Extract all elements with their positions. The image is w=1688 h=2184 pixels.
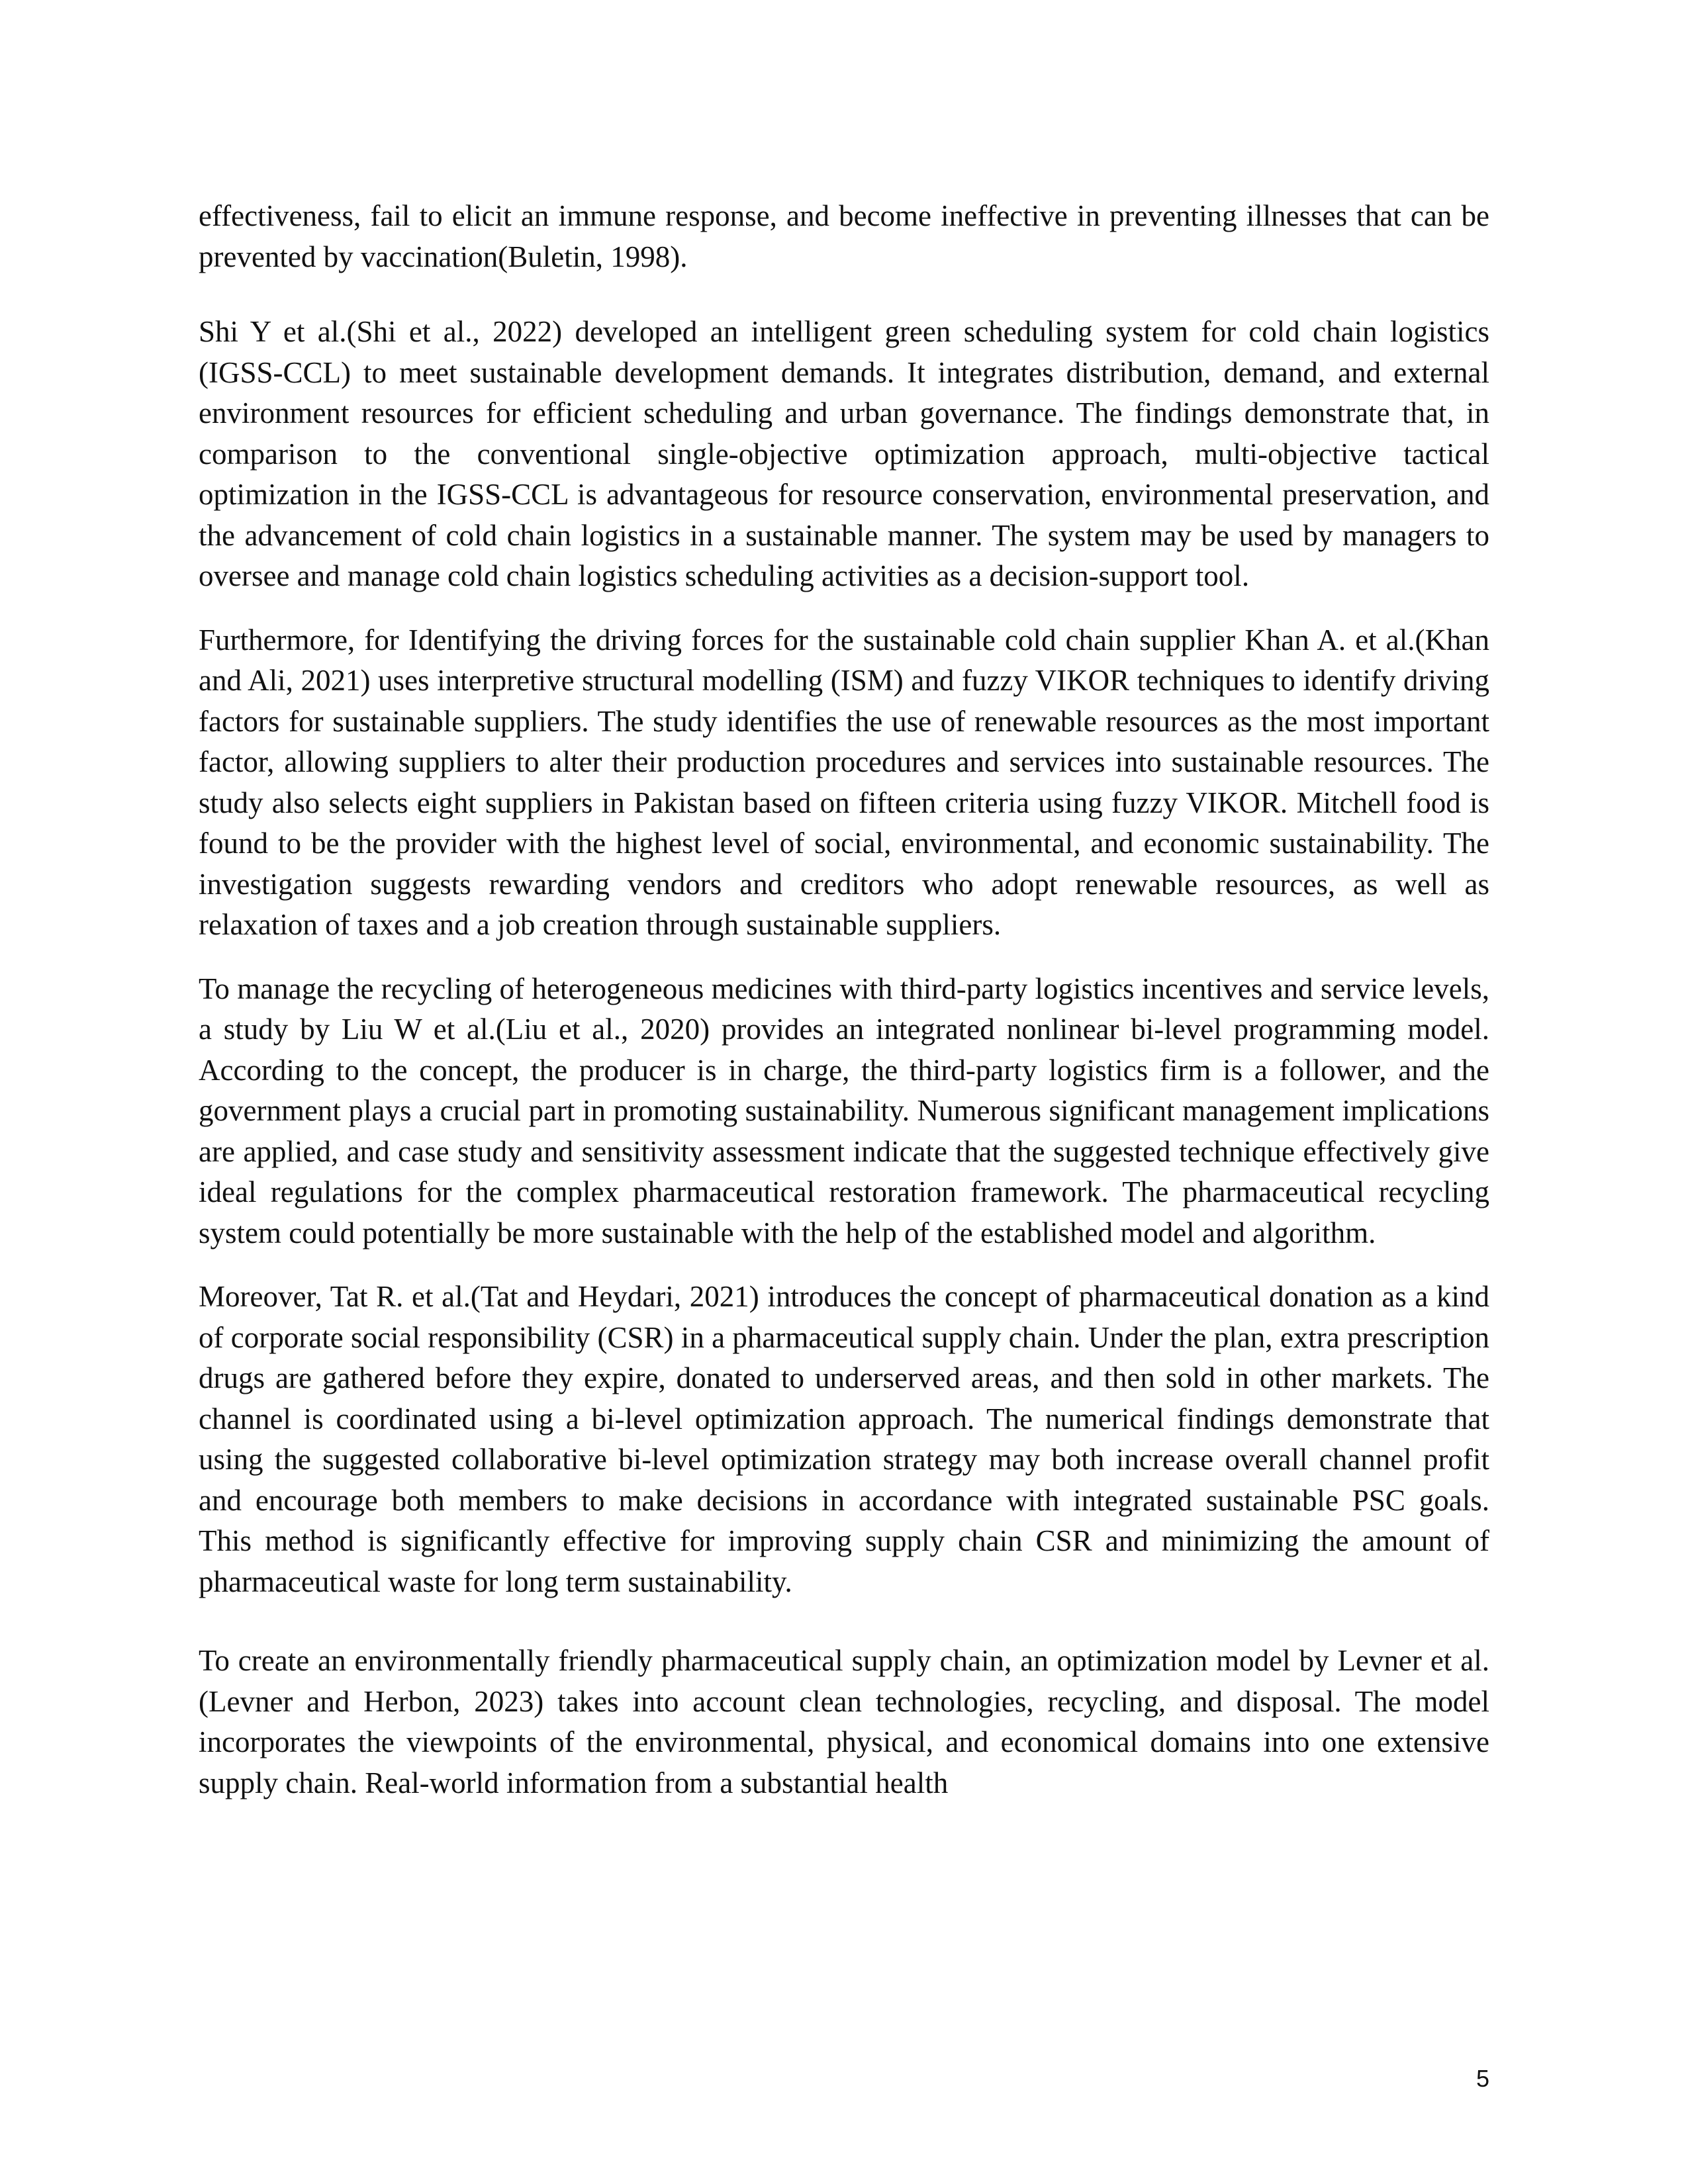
paragraph-levner-green-supply-chain: To create an environmentally friendly pharmaceutical supply chain, an optimization model by Levner et al.(Levner and Herbon, 2023) takes into account clean technologies, recycling, and disposal. The model incorporates the viewpoints of the environmental, physical, and economical domains into one extensive supply chain. Real-world information from a substantial health [199, 1644, 1489, 1799]
paragraph-tat-before-break: Moreover, Tat R. et al.(Tat and Heydari, 2021) introduces the concept of pharmaceutical donation as a kind of corporate social responsibility (CSR) in a pharmaceutical supply chain. Under the plan, extra prescription drugs are gathered before they expire, donated to underserved areas, and then sold in other markets. The channel is coordinated using a bi-level optimization approach. The numerical findings demonstrate that using the suggested collaborative bi-level optimization strategy may both increase overall channel profit and encourage both members to make decisions in accordance with integrated sustainable PSC goals. [199, 1280, 1489, 1517]
paragraph-tat-after-break: This method is significantly effective for improving supply chain CSR and minimizing the amount of pharmaceutical waste for long term sustainability. [199, 1524, 1489, 1598]
paragraph-khan-sustainable-suppliers: Furthermore, for Identifying the driving forces for the sustainable cold chain supplier Khan A. et al.(Khan and Ali, 2021) uses interpretive structural modelling (ISM) and fuzzy VIKOR techniques to identify driving factors for sustainable suppliers. The study identifies the use of renewable resources as the most important factor, allowing suppliers to alter their production procedures and services into sustainable resources. The study also selects eight suppliers in Pakistan based on fifteen criteria using fuzzy VIKOR. Mitchell food is found to be the provider with the highest level of social, environmental, and economic sustainability. The investigation suggests rewarding vendors and creditors who adopt renewable resources, as well as relaxation of taxes and a job creation through sustainable suppliers. [199, 623, 1489, 941]
page-number: 5 [1476, 2065, 1489, 2092]
body-text [199, 196, 1489, 1803]
paragraph-vaccination-continued: effectiveness, fail to elicit an immune response, and become ineffective in preventing illnesses that can be prevented by vaccination(Buletin, 1998). [199, 199, 1489, 273]
paragraph-shi-igss-ccl: Shi Y et al.(Shi et al., 2022) developed an intelligent green scheduling system for cold chain logistics (IGSS-CCL) to meet sustainable development demands. It integrates distribution, demand, and external environment resources for efficient scheduling and urban governance. The findings demonstrate that, in comparison to the conventional single-objective optimization approach, multi-objective tactical optimization in the IGSS-CCL is advantageous for resource conservation, environmental preservation, and the advancement of cold chain logistics in a sustainable manner. The system may be used by managers to oversee and manage cold chain logistics scheduling activities as a decision-support tool. [199, 315, 1489, 592]
paragraph-tat-pharmaceutical-donation [199, 1277, 1489, 1602]
paragraph-liu-pharmaceutical-recycling: To manage the recycling of heterogeneous medicines with third-party logistics incentives and service levels, a study by Liu W et al.(Liu et al., 2020) provides an integrated nonlinear bi-level programming model. According to the concept, the producer is in charge, the third-party logistics firm is a follower, and the government plays a crucial part in promoting sustainability. Numerous significant management implications are applied, and case study and sensitivity assessment indicate that the suggested technique effectively give ideal regulations for the complex pharmaceutical restoration framework. The pharmaceutical recycling system could potentially be more sustainable with the help of the established model and algorithm. [199, 972, 1489, 1250]
